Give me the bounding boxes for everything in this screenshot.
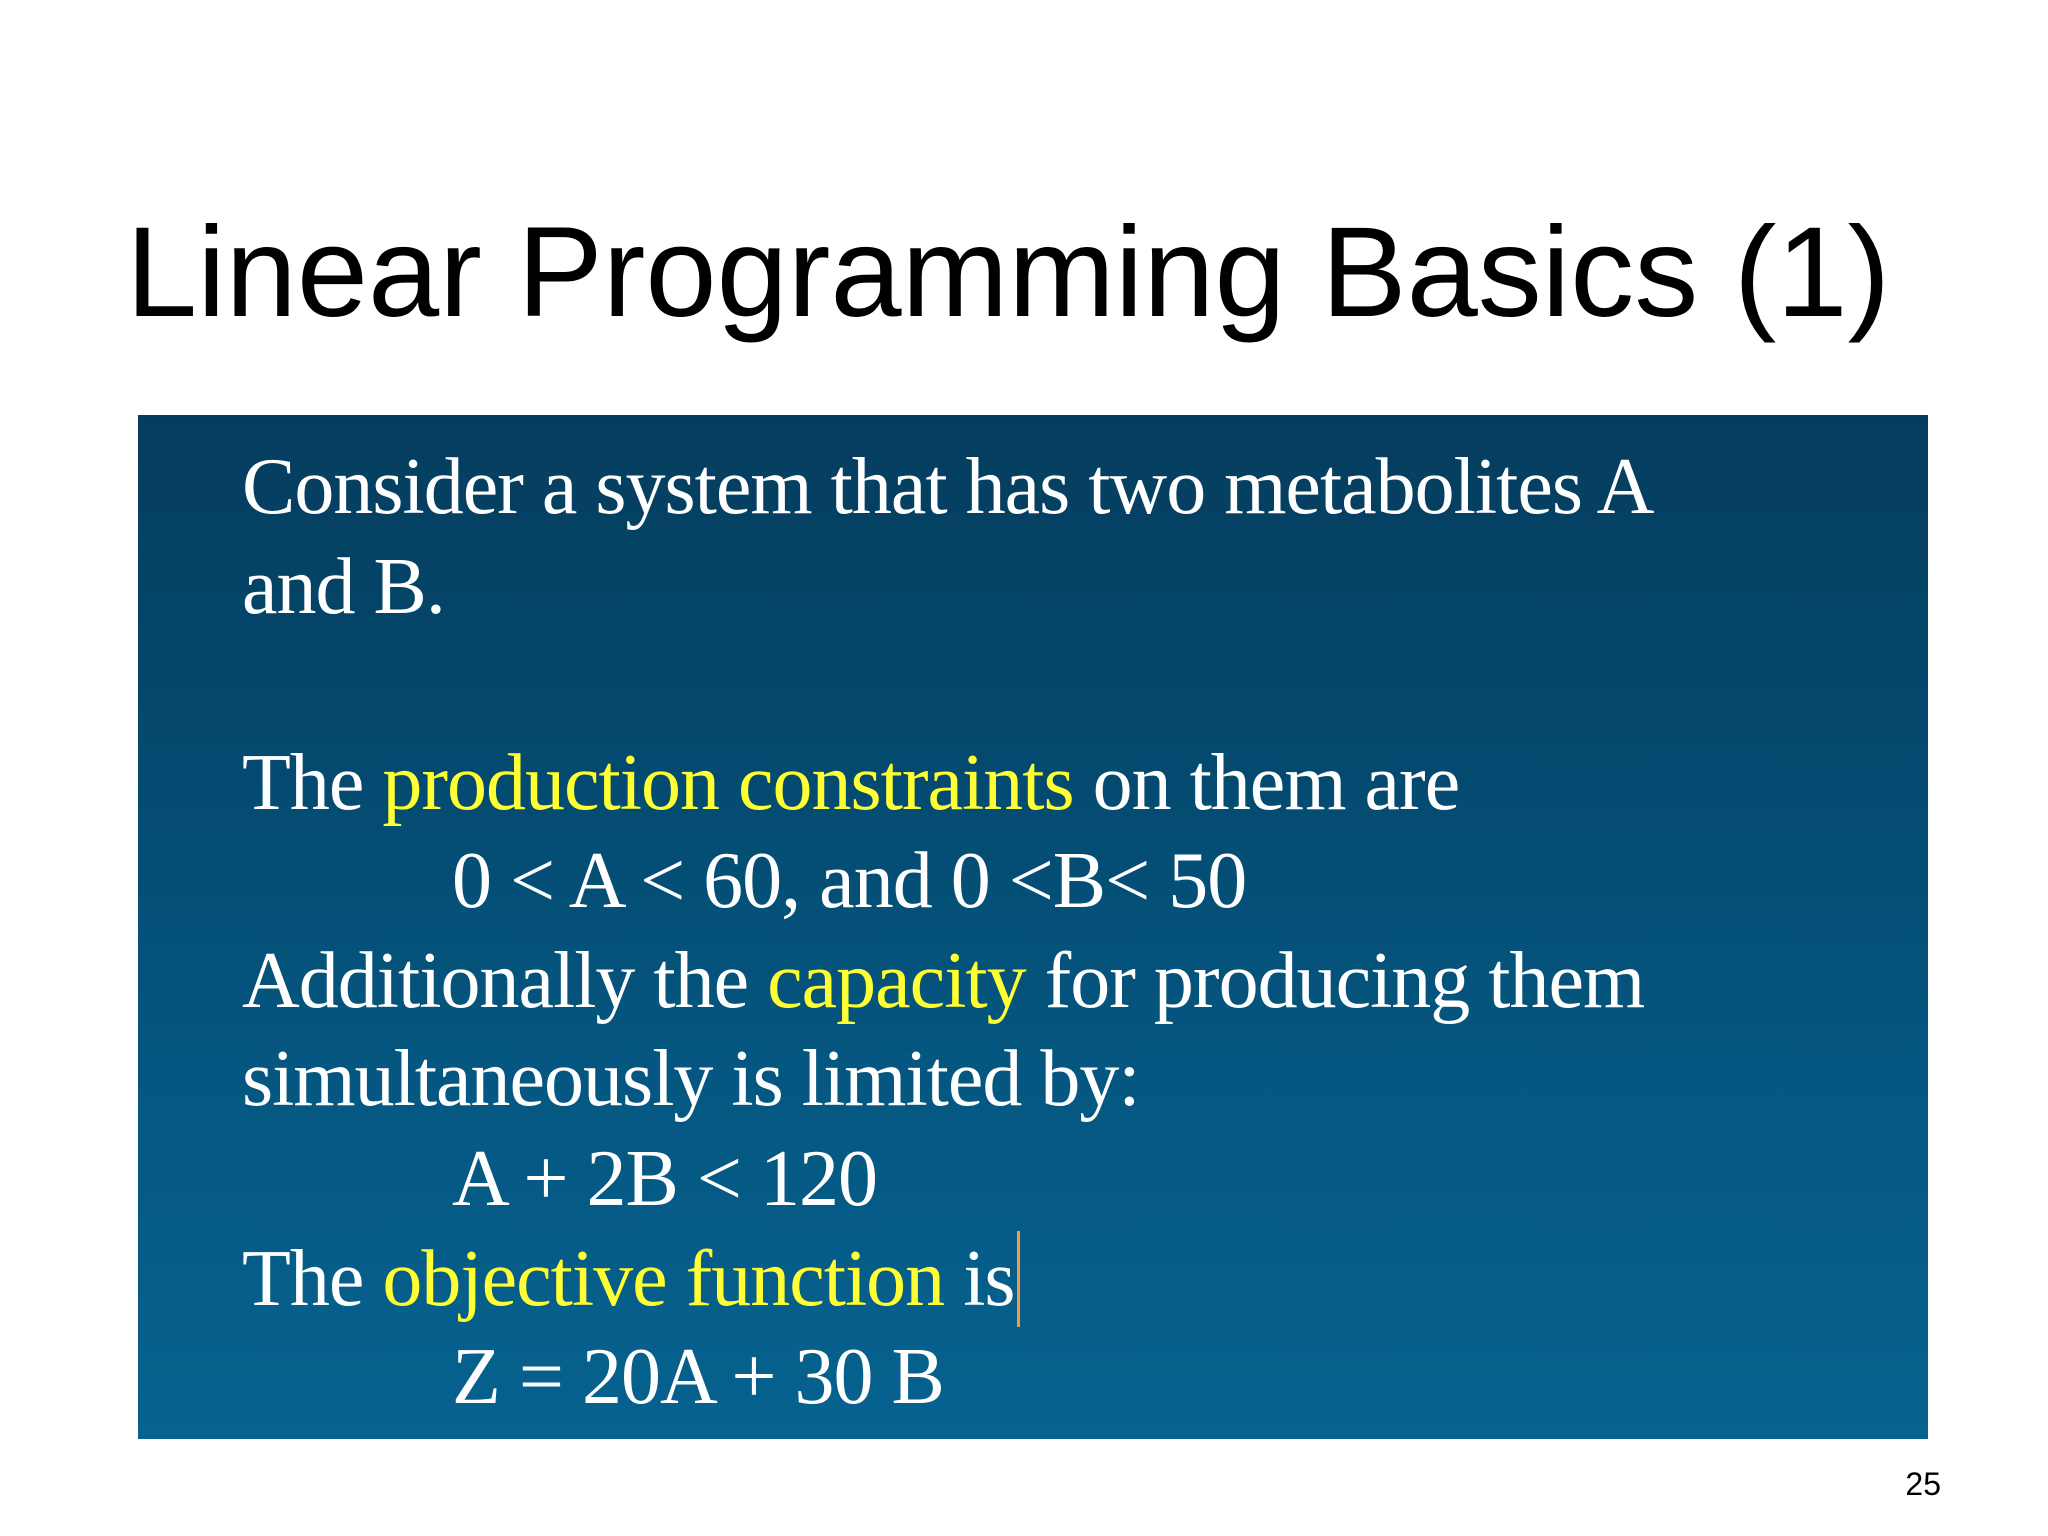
text-segment: is [944, 1235, 1015, 1323]
text-segment: for producing them [1025, 937, 1645, 1025]
content-image-panel [138, 415, 1928, 1439]
text-line-and-b: and B. [242, 543, 445, 631]
text-line-simultaneously: simultaneously is limited by: [242, 1035, 1140, 1123]
highlighted-term-production-constraints: production constraints [382, 739, 1074, 827]
constraint-capacity: A + 2B < 120 [452, 1135, 877, 1223]
text-segment: Additionally the [242, 937, 768, 1025]
page-number: 25 [1905, 1466, 1941, 1502]
text-segment: The [242, 739, 383, 827]
constraint-ab-bounds: 0 < A < 60, and 0 <B< 50 [452, 837, 1247, 925]
text-line-production-constraints [242, 735, 1459, 831]
text-line-metabolites: Consider a system that has two metabolites A [242, 443, 1654, 531]
text-line-objective-function [242, 1231, 1020, 1327]
highlighted-term-capacity: capacity [767, 937, 1026, 1025]
text-cursor-caret [1017, 1231, 1020, 1327]
text-segment: The [242, 1235, 383, 1323]
slide-title: Linear Programming Basics (1) [126, 201, 1891, 344]
objective-equation: Z = 20A + 30 B [452, 1333, 944, 1421]
text-segment: on them are [1073, 739, 1460, 827]
text-line-capacity [242, 933, 1644, 1029]
highlighted-term-objective-function: objective function [382, 1235, 945, 1323]
